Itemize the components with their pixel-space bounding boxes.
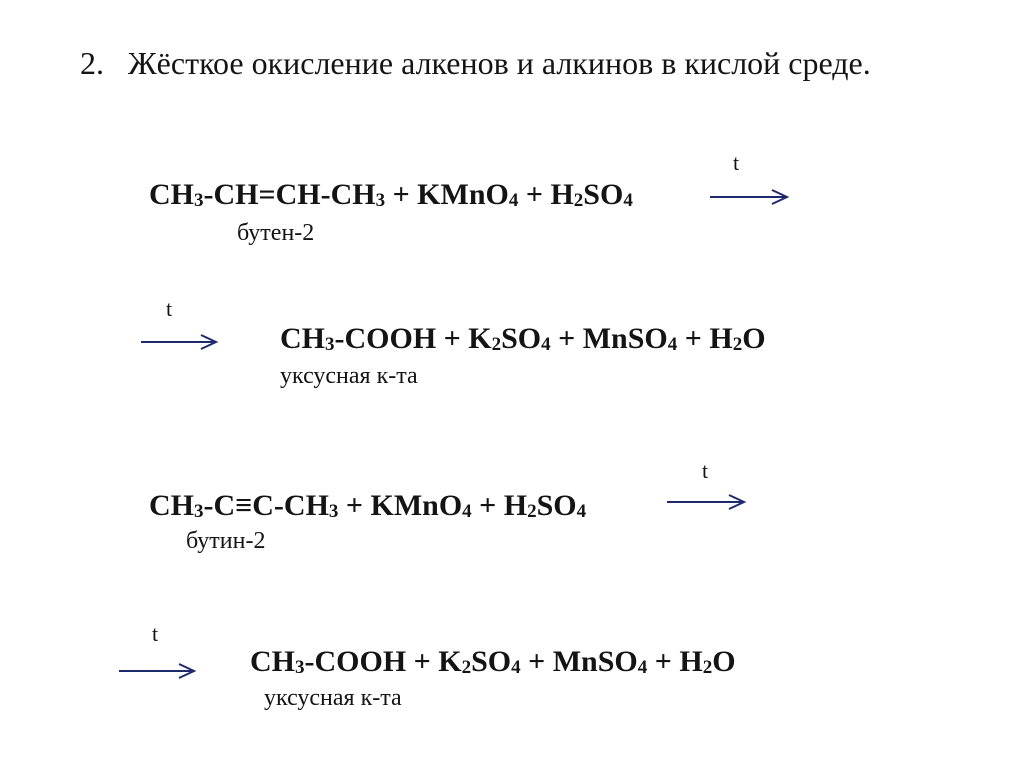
arrow-label-t: t <box>166 296 173 321</box>
reaction-arrow-icon <box>139 333 219 351</box>
compound-name-butyne: бутин-2 <box>186 528 266 554</box>
heading-text: Жёсткое окисление алкенов и алкинов в кислой среде. <box>128 45 871 81</box>
arrow-label-t: t <box>733 150 740 175</box>
arrow-label-t: t <box>152 621 159 646</box>
compound-name-acetic-acid: уксусная к-та <box>264 685 402 711</box>
arrow-label-t: t <box>702 458 709 483</box>
reaction-arrow-icon <box>117 662 197 680</box>
compound-name-butene: бутен-2 <box>237 220 315 246</box>
compound-name-acetic-acid: уксусная к-та <box>280 363 418 389</box>
equation-butyne-products: CH3-COOH + K2SO4 + MnSO4 + H2O <box>250 645 736 678</box>
equation-butene-reactants: CH3-CH=CH-CH3 + KMnO4 + H2SO4 <box>149 178 633 211</box>
equation-butyne-reactants: CH3-C≡C-CH3 + KMnO4 + H2SO4 <box>149 489 587 522</box>
heading <box>80 47 871 79</box>
reaction-arrow-icon <box>665 493 747 511</box>
reaction-arrow-icon <box>708 188 790 206</box>
equation-butene-products: CH3-COOH + K2SO4 + MnSO4 + H2O <box>280 322 766 355</box>
heading-number: 2. <box>80 45 104 81</box>
